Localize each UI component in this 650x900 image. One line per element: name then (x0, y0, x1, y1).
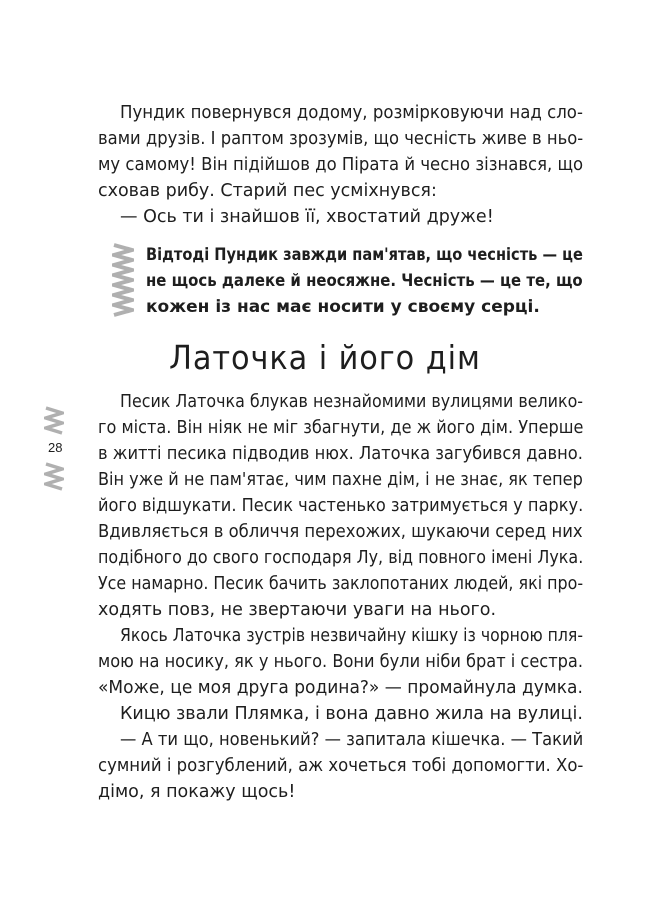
paragraph2-line: Вдивляється в обличчя перехожих, шукаючи серед них (98, 522, 583, 542)
highlight-line: не щось далеке й неосяжне. Чесність — це те, що (146, 271, 583, 291)
highlight-line: Відтоді Пундик завжди пам'ятав, що чесність — це (146, 245, 583, 265)
zigzag-ornament-icon (112, 242, 134, 320)
paragraph2-line: Він уже й не пам'ятає, чим пахне дім, і не знає, як тепер (98, 470, 583, 490)
paragraph4-line: Кицю звали Плямка, і вона давно жила на вулиці. (120, 704, 583, 724)
paragraph3-line: «Може, це моя друга родина?» — промайнула думка. (98, 678, 583, 698)
paragraph1-line: Пундик повернувся додому, розмірковуючи над сло- (120, 103, 583, 123)
dialogue-line: дімо, я покажу щось! (98, 782, 296, 802)
paragraph1-line: вами друзів. І раптом зрозумів, що чесність живе в ньо- (98, 129, 584, 149)
paragraph2-line: його відшукати. Песик частенько затримується у парку. (98, 496, 584, 516)
paragraph2-line: го міста. Він ніяк не міг збагнути, де ж його дім. Уперше (98, 418, 584, 438)
zigzag-ornament-icon (44, 405, 64, 435)
dialogue-line: сумний і розгублений, аж хочеться тобі допомогти. Хо- (98, 756, 584, 776)
highlight-line: кожен із нас має носити у своєму серці. (146, 297, 540, 317)
dialogue-line: — Ось ти і знайшов її, хвостатий друже! (120, 207, 494, 227)
paragraph2-line: ходять повз, не звертаючи уваги на нього. (98, 600, 497, 620)
zigzag-ornament-icon (44, 461, 64, 491)
paragraph1-line: сховав рибу. Старий пес усміхнувся: (98, 181, 437, 201)
paragraph2-line: подібного до свого господаря Лу, від повного імені Лука. (98, 548, 584, 568)
paragraph3-line: Якось Латочка зустрів незвичайну кішку із чорною пля- (120, 626, 583, 646)
story-title: Латочка і його дім (169, 338, 481, 377)
dialogue-line: — А ти що, новенький? — запитала кішечка. — Такий (120, 730, 584, 750)
paragraph2-line: в житті песика підводив нюх. Латочка загубився давно. (98, 444, 583, 464)
paragraph2-line: Усе намарно. Песик бачить заклопотаних людей, які про- (98, 574, 584, 594)
paragraph3-line: мою на носику, як у нього. Вони були ніби брат і сестра. (98, 652, 583, 672)
paragraph2-line: Песик Латочка блукав незнайомими вулицями велико- (120, 392, 584, 412)
paragraph1-line: му самому! Він підійшов до Пірата й чесно зізнався, що (98, 155, 584, 175)
page-number: 28 (48, 440, 63, 455)
